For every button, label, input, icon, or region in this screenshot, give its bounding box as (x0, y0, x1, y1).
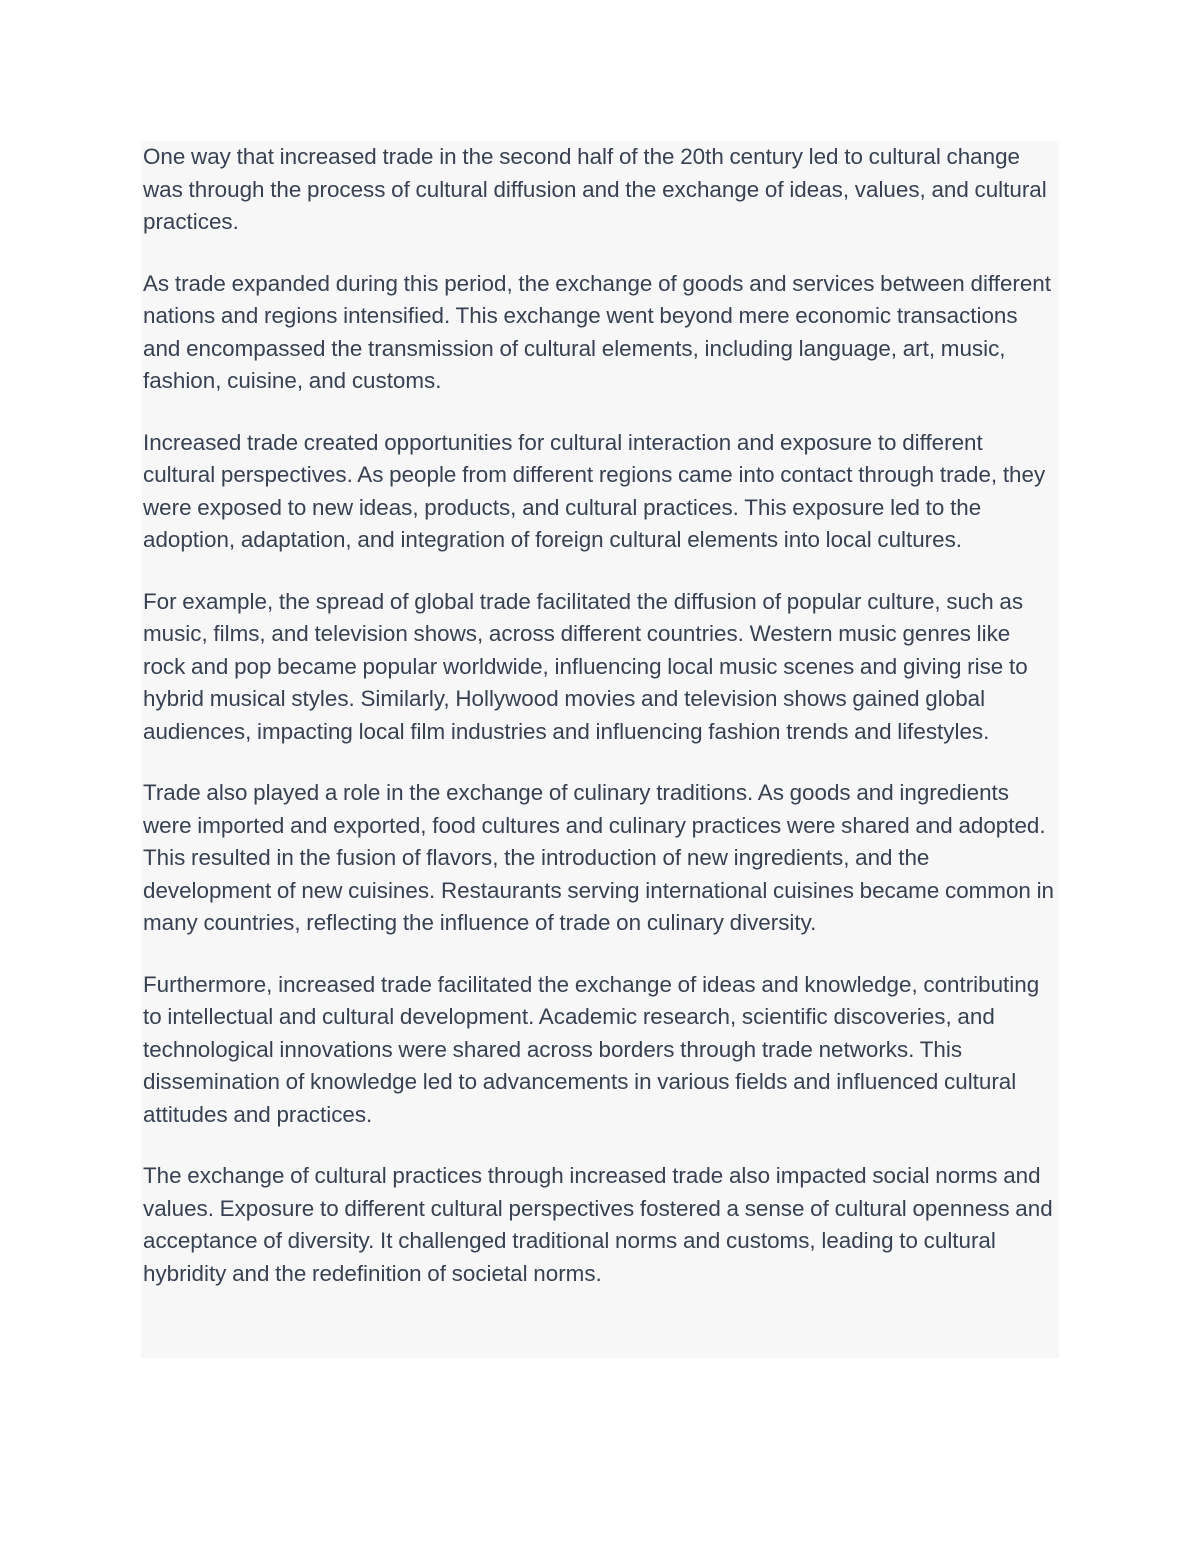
paragraph-ideas-knowledge: Furthermore, increased trade facilitated the exchange of ideas and knowledge, contributing to intellectual and cultural development. Academic research, scientific discoveries, and technological innovations were shared across borders through trade networks. This dissemination of knowledge led to advancements in various fields and influenced cultural attitudes and practices. (143, 971, 1040, 1127)
paragraph-cultural-diffusion: One way that increased trade in the second half of the 20th century led to cultural change was through the process of cultural diffusion and the exchange of ideas, values, and cultural practices. (143, 144, 1047, 234)
answer-text-block (141, 141, 1059, 1358)
paragraph-culinary-traditions: Trade also played a role in the exchange of culinary traditions. As goods and ingredients were imported and exported, food cultures and culinary practices were shared and adopted. This resulted in the fusion of flavors, the introduction of new ingredients, and the development of new cuisines. Restaurants serving international cuisines became common in many countries, reflecting the influence of trade on culinary diversity. (143, 780, 1055, 935)
paragraph-popular-culture: For example, the spread of global trade facilitated the diffusion of popular culture, such as music, films, and television shows, across different countries. Western music genres like rock and pop became popular worldwide, influencing local music scenes and giving rise to hybrid musical styles. Similarly, Hollywood movies and television shows gained global audiences, impacting local film industries and influencing fashion trends and lifestyles. (143, 588, 1028, 744)
paragraph-cultural-interaction: Increased trade created opportunities for cultural interaction and exposure to different cultural perspectives. As people from different regions came into contact through trade, they were exposed to new ideas, products, and cultural practices. This exposure led to the adoption, adaptation, and integration of foreign cultural elements into local cultures. (143, 429, 1046, 552)
paragraph-social-norms: The exchange of cultural practices through increased trade also impacted social norms and values. Exposure to different cultural perspectives fostered a sense of cultural openness and acceptance of diversity. It challenged traditional norms and customs, leading to cultural hybridity and the redefinition of societal norms. (143, 1163, 1053, 1286)
paragraph-trade-expansion: As trade expanded during this period, the exchange of goods and services between different nations and regions intensified. This exchange went beyond mere economic transactions and encompassed the transmission of cultural elements, including language, art, music, fashion, cuisine, and customs. (143, 270, 1051, 393)
